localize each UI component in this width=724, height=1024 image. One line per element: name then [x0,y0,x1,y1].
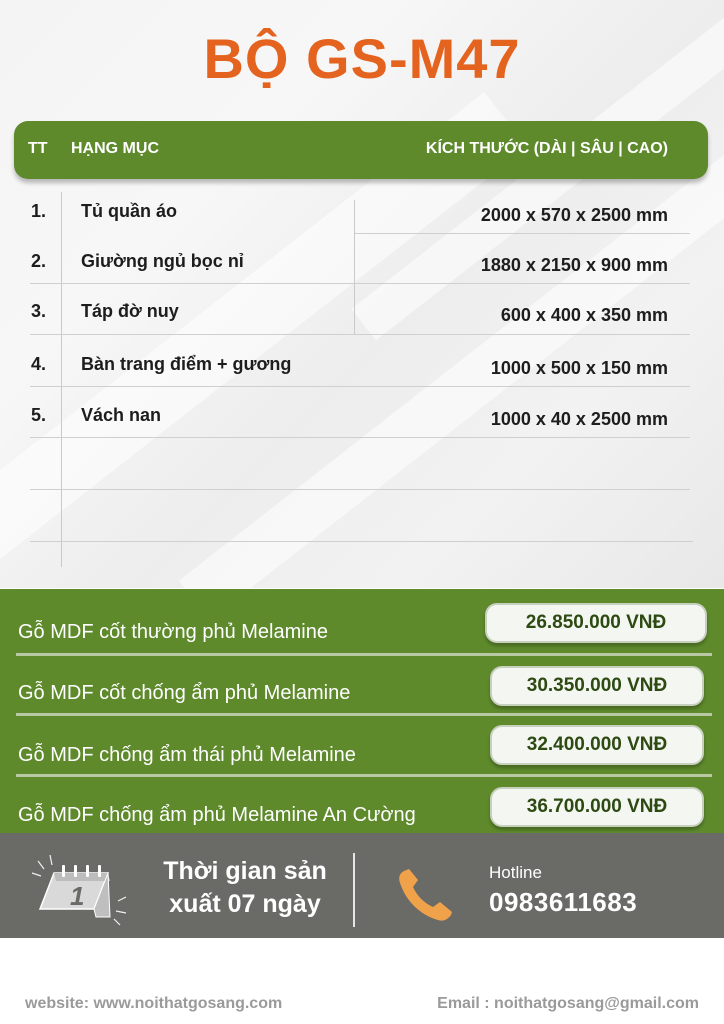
price-option-label: Gỗ MDF chống ẩm thái phủ Melamine [18,744,356,766]
table-row [0,301,724,331]
table-header [14,121,708,179]
price-divider [16,774,712,777]
row-item: Táp đờ nuy [81,301,179,321]
table-divider-horizontal [30,334,690,335]
table-divider-horizontal [355,233,690,234]
price-badge: 36.700.000 VNĐ [490,787,704,827]
table-divider-horizontal [30,489,690,490]
row-size: 1000 x 40 x 2500 mm [490,409,668,429]
price-badge: 30.350.000 VNĐ [490,666,704,706]
footer-website[interactable]: website: www.noithatgosang.com [25,995,283,1012]
row-item: Giường ngủ bọc nỉ [81,251,244,271]
footer-email[interactable]: Email : noithatgosang@gmail.com [437,995,699,1012]
row-number: 2. [31,251,47,271]
price-divider [16,653,712,656]
price-divider [16,713,712,716]
row-number: 1. [31,201,47,221]
row-number: 3. [31,301,47,321]
table-divider-horizontal [30,437,690,438]
production-time-line2: xuất 07 ngày [169,890,321,918]
table-row [0,201,724,231]
price-option-label: Gỗ MDF cốt chống ẩm phủ Melamine [18,682,351,704]
price-option-label: Gỗ MDF cốt thường phủ Melamine [18,621,328,643]
table-row [0,405,724,435]
price-row [0,720,724,780]
row-number: 5. [31,405,47,425]
row-item: Vách nan [81,405,162,425]
hotline-number[interactable]: 0983611683 [489,887,638,917]
table-row [0,354,724,384]
table-divider-horizontal [30,386,690,387]
row-item: Tủ quần áo [81,201,177,221]
production-time-line1: Thời gian sản [163,857,327,885]
price-row [0,780,724,840]
row-size: 1880 x 2150 x 900 mm [480,255,668,275]
info-divider [353,853,355,927]
header-tt: TT [28,140,48,157]
row-item: Bàn trang điểm + gương [81,354,292,374]
table-divider-horizontal [30,541,693,542]
row-number: 4. [31,354,47,374]
row-size: 600 x 400 x 350 mm [500,305,668,325]
row-size: 1000 x 500 x 150 mm [490,358,668,378]
phone-icon [396,867,454,923]
header-item: HẠNG MỤC [71,140,159,157]
header-size: KÍCH THƯỚC (DÀI | SÂU | CAO) [425,140,668,157]
hotline-label: Hotline [489,863,542,882]
table-divider-horizontal [30,283,690,284]
price-option-label: Gỗ MDF chống ẩm phủ Melamine An Cường [18,804,416,826]
info-bar [0,833,724,938]
price-badge: 32.400.000 VNĐ [490,725,704,765]
price-section [0,589,724,833]
production-time [150,855,340,921]
row-size: 2000 x 570 x 2500 mm [480,205,668,225]
page-title: BỘ GS-M47 [203,27,521,90]
calendar-day: 1 [70,881,85,911]
price-row [0,597,724,657]
calendar-icon [30,851,130,927]
price-row [0,658,724,718]
table-row [0,251,724,281]
price-badge: 26.850.000 VNĐ [485,603,707,643]
